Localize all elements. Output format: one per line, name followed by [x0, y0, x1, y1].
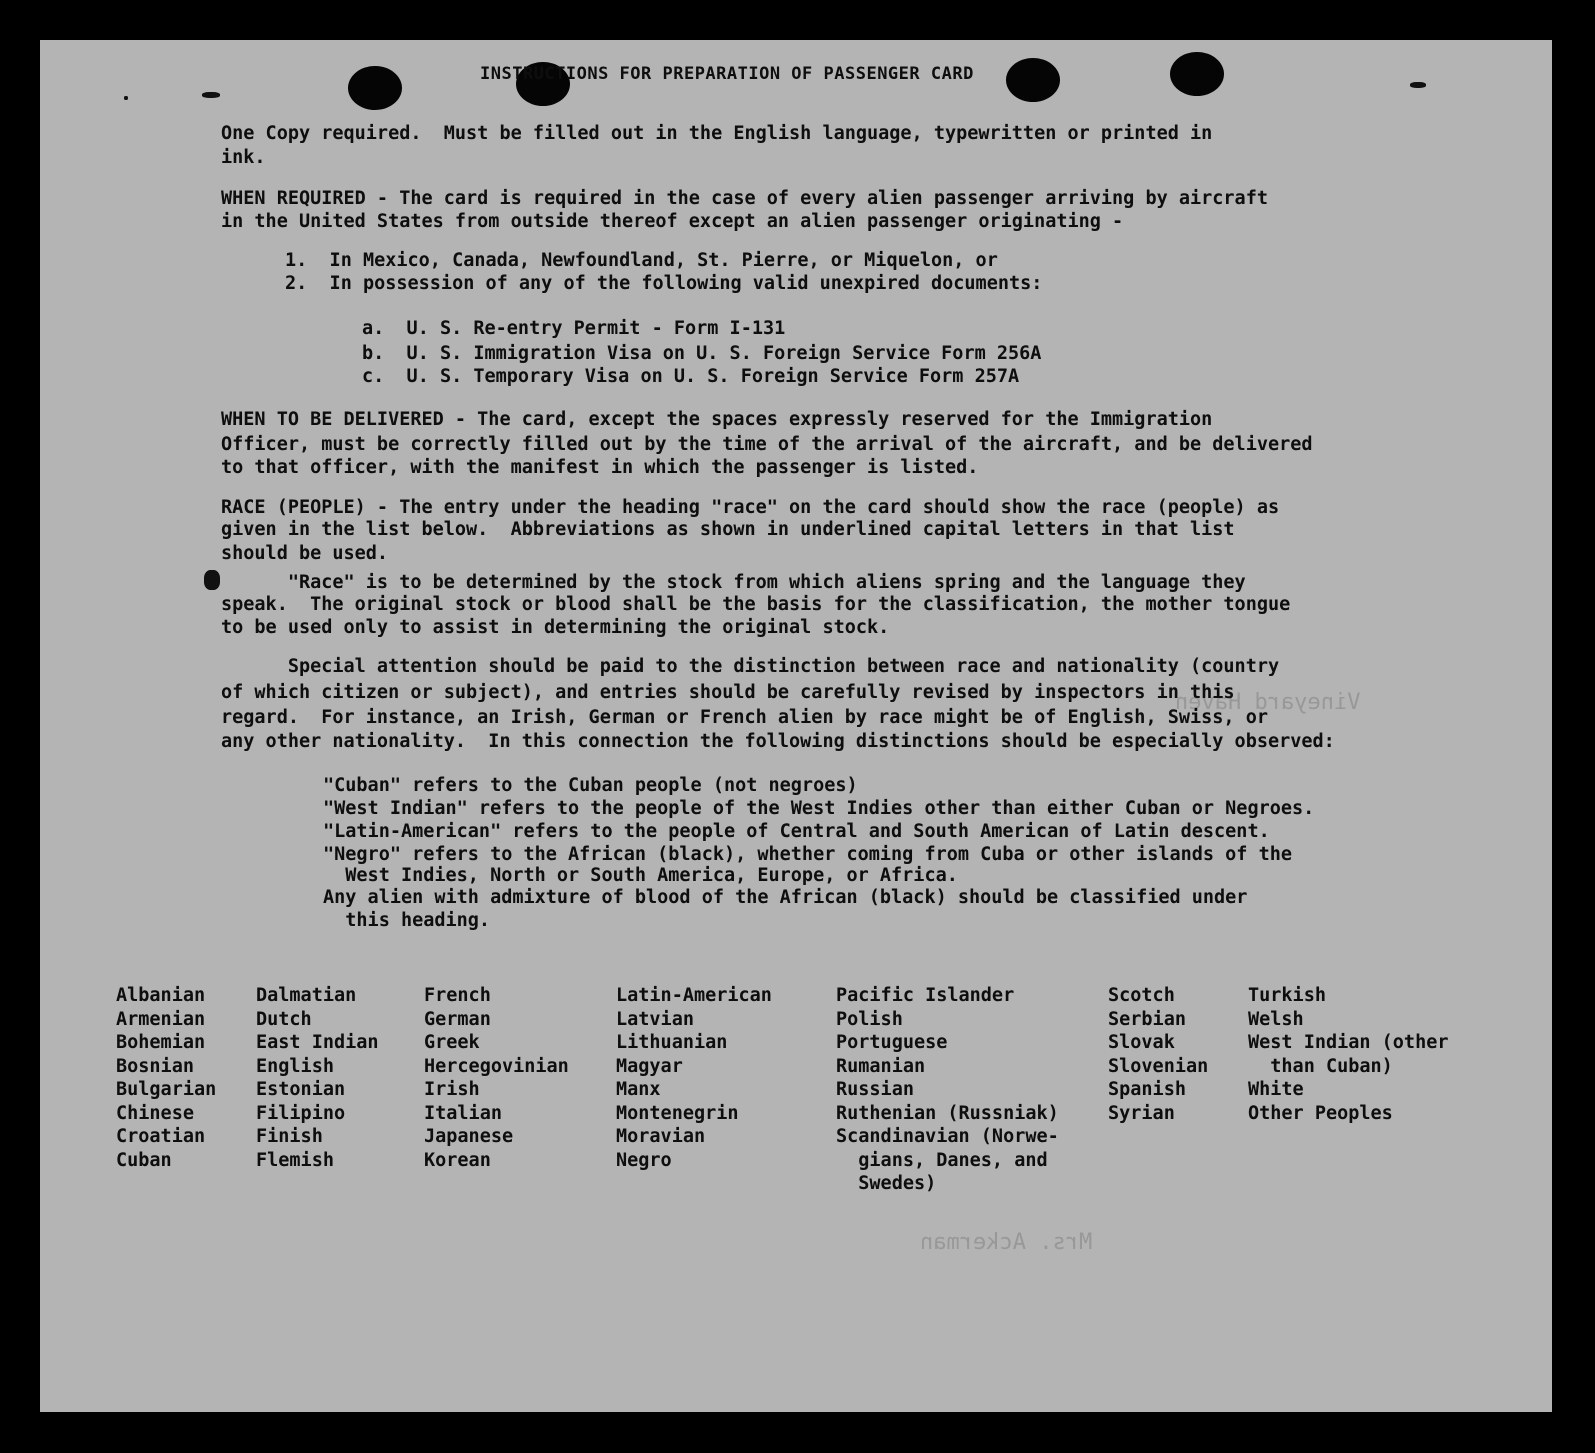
race-entry: Cuban: [116, 1149, 172, 1171]
when-required-item: 2. In possession of any of the following valid unexpired documents:: [285, 273, 1043, 294]
race-entry: Dalmatian: [256, 985, 357, 1006]
race-entry: Rumanian: [836, 1055, 926, 1077]
race-definition-line: to be used only to assist in determining the original stock.: [221, 617, 890, 638]
race-entry: Serbian: [1108, 1008, 1186, 1030]
when-required-item: 1. In Mexico, Canada, Newfoundland, St. Pierre, or Miquelon, or: [285, 250, 998, 271]
race-entry: Filipino: [256, 1102, 346, 1124]
special-attention-line: Special attention should be paid to the distinction between race and nationality (country: [221, 656, 1280, 677]
punch-hole: [348, 66, 402, 110]
speck: [1410, 82, 1426, 88]
when-required-line: WHEN REQUIRED - The card is required in the case of every alien passenger arriving by aircraft: [221, 188, 1268, 209]
race-entry: White: [1248, 1079, 1304, 1100]
race-entry: Welsh: [1248, 1008, 1304, 1030]
intro-line: One Copy required. Must be filled out in the English language, typewritten or printed in: [221, 123, 1213, 144]
document-item: c. U. S. Temporary Visa on U. S. Foreign Service Form 257A: [362, 366, 1020, 387]
race-entry: Flemish: [256, 1149, 334, 1171]
race-people-line: given in the list below. Abbreviations as shown in underlined capital letters in that list: [221, 519, 1235, 540]
race-entry: Scotch: [1108, 985, 1175, 1006]
distinction-line: Any alien with admixture of blood of the African (black) should be classified under: [323, 887, 1248, 908]
speck: [202, 92, 220, 98]
race-entry: Dutch: [256, 1008, 312, 1030]
race-entry: than Cuban): [1248, 1055, 1393, 1077]
race-entry: Greek: [424, 1032, 480, 1053]
race-entry: Portuguese: [836, 1032, 948, 1053]
race-entry: Estonian: [256, 1079, 346, 1100]
race-entry: Hercegovinian: [424, 1055, 569, 1077]
intro-line: ink.: [221, 147, 266, 168]
race-entry: Pacific Islander: [836, 985, 1015, 1006]
when-required-line: in the United States from outside thereof except an alien passenger originating -: [221, 211, 1124, 232]
race-entry: Japanese: [424, 1126, 514, 1147]
race-entry: Syrian: [1108, 1102, 1175, 1124]
page-title: INSTRUCTIONS FOR PREPARATION OF PASSENGER CARD: [480, 64, 974, 84]
distinction-line: West Indies, North or South America, Europe, or Africa.: [323, 865, 958, 886]
special-attention-line: regard. For instance, an Irish, German or French alien by race might be of English, Swiss, or: [221, 707, 1268, 728]
race-people-line: should be used.: [221, 543, 389, 564]
when-delivered-line: to that officer, with the manifest in which the passenger is listed.: [221, 457, 979, 478]
race-entry: French: [424, 985, 491, 1006]
race-entry: Irish: [424, 1079, 480, 1100]
race-entry: Italian: [424, 1102, 502, 1124]
race-column: [1248, 984, 1448, 1125]
race-entry: Albanian: [116, 985, 206, 1006]
race-entry: Bosnian: [116, 1055, 194, 1077]
race-entry: Korean: [424, 1149, 491, 1171]
race-entry: Latin-American: [616, 985, 772, 1006]
when-delivered-line: WHEN TO BE DELIVERED - The card, except the spaces expressly reserved for the Immigration: [221, 409, 1213, 430]
race-column: [424, 984, 569, 1172]
race-entry: German: [424, 1008, 491, 1030]
race-entry: Montenegrin: [616, 1102, 739, 1124]
race-entry: English: [256, 1055, 334, 1077]
punch-hole: [1170, 52, 1224, 96]
race-definition-line: "Race" is to be determined by the stock from which aliens spring and the language they: [221, 572, 1246, 593]
special-attention-line: any other nationality. In this connection the following distinctions should be especially observed:: [221, 731, 1335, 752]
race-entry: Turkish: [1248, 985, 1326, 1006]
race-entry: Russian: [836, 1079, 914, 1100]
race-column: [616, 984, 772, 1172]
race-entry: West Indian (other: [1248, 1032, 1449, 1053]
race-entry: Spanish: [1108, 1079, 1186, 1100]
race-definition-line: speak. The original stock or blood shall be the basis for the classification, the mother tongue: [221, 594, 1291, 615]
race-column: [1108, 984, 1208, 1125]
document-item: b. U. S. Immigration Visa on U. S. Foreign Service Form 256A: [362, 343, 1042, 364]
when-delivered-line: Officer, must be correctly filled out by the time of the arrival of the aircraft, and be delivered: [221, 434, 1313, 455]
distinction-line: "Latin-American" refers to the people of Central and South American of Latin descent.: [323, 821, 1270, 842]
race-entry: Slovenian: [1108, 1055, 1209, 1077]
race-entry: Chinese: [116, 1102, 194, 1124]
race-entry: Slovak: [1108, 1032, 1175, 1053]
punch-hole: [1006, 58, 1060, 102]
race-entry: gians, Danes, and: [836, 1149, 1048, 1171]
bleed-through-text: Vineyard Haven: [1175, 690, 1361, 715]
race-entry: Scandinavian (Norwe-: [836, 1126, 1059, 1147]
race-entry: Croatian: [116, 1126, 206, 1147]
distinction-line: "West Indian" refers to the people of the West Indies other than either Cuban or Negroes.: [323, 798, 1315, 819]
race-entry: Magyar: [616, 1055, 683, 1077]
race-entry: Moravian: [616, 1126, 706, 1147]
special-attention-line: of which citizen or subject), and entries should be carefully revised by inspectors in this: [221, 682, 1235, 703]
race-entry: Lithuanian: [616, 1032, 728, 1053]
race-column: [256, 984, 379, 1172]
bleed-through-text: Mrs. Ackerman: [920, 1230, 1093, 1255]
document-item: a. U. S. Re-entry Permit - Form I-131: [362, 318, 786, 339]
race-entry: Bohemian: [116, 1032, 206, 1053]
race-entry: Other Peoples: [1248, 1102, 1393, 1124]
race-entry: Polish: [836, 1008, 903, 1030]
race-column: [836, 984, 1059, 1196]
distinction-line: "Cuban" refers to the Cuban people (not negroes): [323, 775, 858, 796]
distinction-line: this heading.: [323, 910, 491, 931]
race-entry: Swedes): [836, 1173, 937, 1194]
race-entry: Latvian: [616, 1008, 694, 1030]
race-entry: Finish: [256, 1126, 323, 1147]
race-column: [116, 984, 216, 1172]
race-entry: Manx: [616, 1079, 661, 1100]
race-entry: Negro: [616, 1149, 672, 1171]
race-entry: Bulgarian: [116, 1079, 217, 1100]
speck: [204, 570, 220, 590]
document-page: [40, 40, 1552, 1412]
race-entry: East Indian: [256, 1032, 379, 1053]
race-entry: Armenian: [116, 1008, 206, 1030]
race-entry: Ruthenian (Russniak): [836, 1102, 1059, 1124]
distinction-line: "Negro" refers to the African (black), whether coming from Cuba or other islands of the: [323, 844, 1293, 865]
race-people-line: RACE (PEOPLE) - The entry under the heading "race" on the card should show the race (people) as: [221, 497, 1280, 518]
speck: [124, 96, 128, 100]
